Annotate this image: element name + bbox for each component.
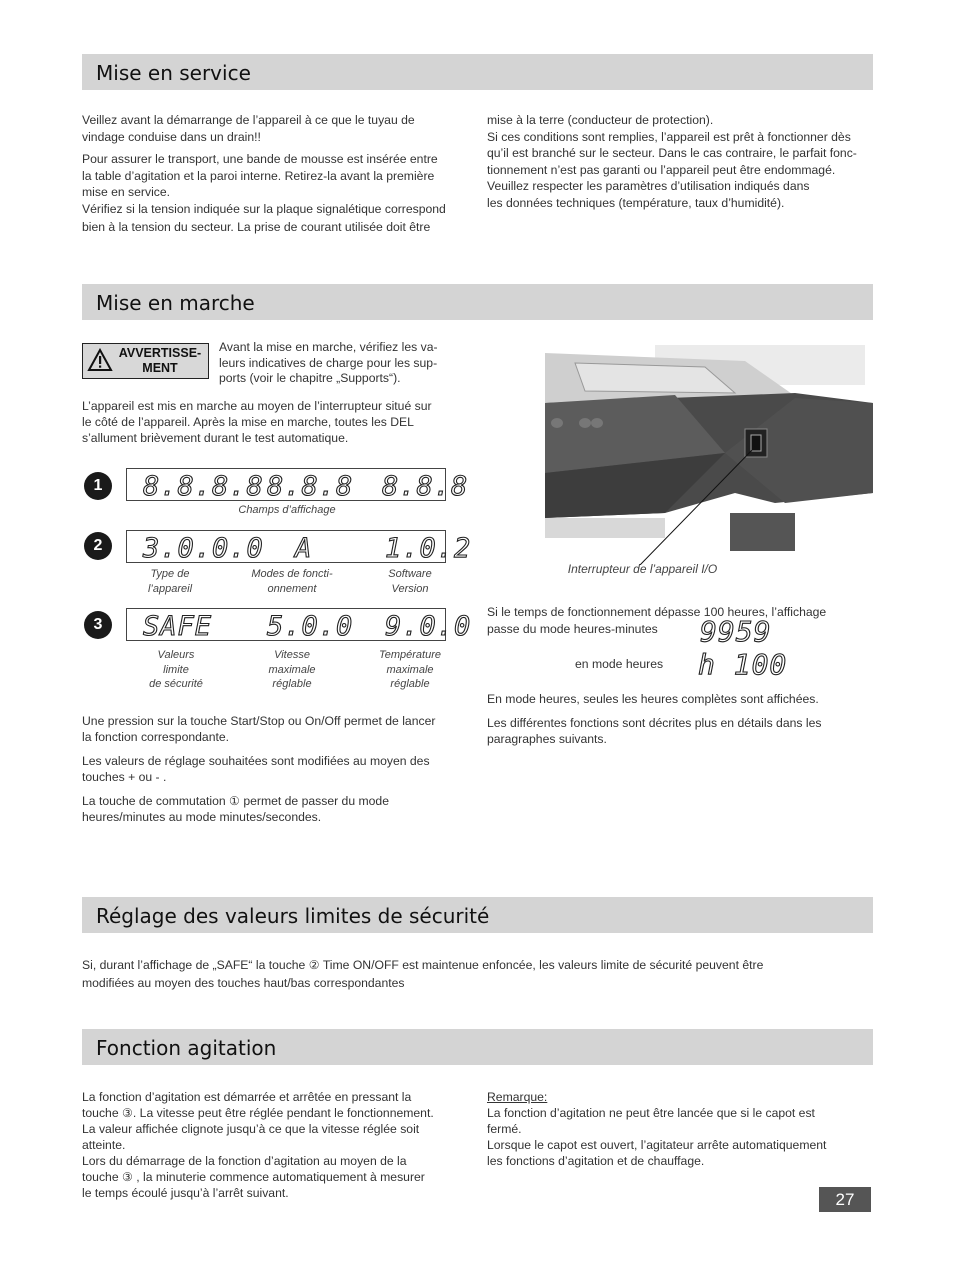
text-line: paragraphes suivants.: [487, 732, 607, 746]
caption-line: réglable: [272, 678, 312, 690]
display-panel-1: [126, 468, 469, 502]
caption-line: de sécurité: [149, 678, 203, 690]
text-line: Si, durant l’affichage de „SAFE“ la touche ② Time ON/OFF est maintenue enfoncée, les valeurs limite de sécurité peuvent être: [82, 958, 764, 972]
text-line: L’appareil est mis en marche au moyen de l’interrupteur situé sur: [82, 399, 432, 413]
text-line: mise en service.: [82, 185, 171, 199]
text-line: Pour assurer le transport, une bande de mousse est insérée entre: [82, 152, 438, 166]
section-title: Réglage des valeurs limites de sécurité: [96, 904, 490, 928]
hours-mode-label: en mode heures: [575, 657, 664, 671]
step-number-3: 3: [84, 611, 112, 639]
section-title: Mise en service: [96, 61, 251, 85]
text-line: tionnement n’est pas garanti ou l’appareil peut être endommagé.: [487, 162, 836, 177]
display-panel-3: [126, 608, 472, 642]
hours-display-2: h 100: [698, 648, 788, 681]
text-line: Lors du démarrage de la fonction d’agitation au moyen de la: [82, 1154, 407, 1168]
display-panel-2: [126, 530, 472, 564]
display-field: SAFE: [143, 611, 213, 642]
text-line: les données techniques (température, taux d’humidité).: [487, 195, 785, 210]
text-line: Si le temps de fonctionnement dépasse 100 heures, l’affichage: [487, 605, 827, 619]
hours-bottom-text: [487, 691, 867, 748]
warning-triangle-icon: [87, 348, 113, 372]
text-line: La valeur affichée clignote jusqu’à ce que la vitesse réglée soit: [82, 1122, 420, 1136]
caption: [126, 648, 226, 692]
device-photo: [545, 343, 873, 565]
display-field: 1.0.2: [385, 533, 472, 564]
text-line: le temps écoulé jusqu’à l’arrêt suivant.: [82, 1186, 289, 1200]
display-field: 3.0.0.0: [143, 533, 264, 564]
display-field: 9.0.0: [385, 611, 472, 642]
caption-line: Valeurs: [157, 649, 195, 661]
text-line: passe du mode heures-minutes: [487, 621, 658, 636]
section-header-agitation: [82, 1029, 873, 1065]
remark-heading: Remarque:: [487, 1090, 548, 1104]
text-line: Lorsque le capot est ouvert, l’agitateur arrête automatiquement: [487, 1138, 827, 1152]
marche-bottom-text: [82, 713, 477, 825]
agitation-left-text: [82, 1089, 477, 1201]
text-line: la fonction correspondante.: [82, 730, 230, 744]
agitation-right-text: [487, 1089, 872, 1169]
text-line: Avant la mise en marche, vérifiez les va-: [219, 340, 438, 354]
display-field: 5.0.0: [267, 611, 354, 642]
text-line: La fonction d’agitation est démarrée et arrêtée en pressant la: [82, 1090, 412, 1104]
caption: [120, 567, 220, 596]
caption: [242, 648, 342, 692]
caption-line: Modes de foncti-: [251, 568, 333, 580]
caption: Champs d’affichage: [238, 504, 336, 516]
service-right-text: [487, 112, 877, 211]
section-title: Mise en marche: [96, 291, 255, 315]
text-line: Une pression sur la touche Start/Stop ou On/Off permet de lancer: [82, 714, 436, 728]
section-header-reglage: [82, 897, 873, 933]
page-number: 27: [819, 1187, 871, 1212]
warning-label: MENT: [142, 360, 178, 375]
warning-text: [219, 340, 469, 387]
text-line: fermé.: [487, 1122, 522, 1136]
display-field: 8.8.8: [267, 471, 354, 502]
text-line: Veillez avant la démarrange de l’appareil à ce que le tuyau de: [82, 113, 415, 127]
caption-line: Software: [388, 568, 432, 580]
text-line: mise à la terre (conducteur de protection).: [487, 113, 714, 127]
step-number-2: 2: [84, 532, 112, 560]
caption-line: onnement: [267, 582, 317, 595]
hours-display-1: 9959: [700, 615, 772, 648]
caption-line: limite: [163, 663, 189, 676]
section-header-mise-en-marche: [82, 284, 873, 320]
text-line: leurs indicatives de charge pour les sup-: [219, 355, 438, 370]
text-line: Veuillez respecter les paramètres d’utilisation indiqués dans: [487, 179, 810, 193]
caption-line: maximale: [386, 663, 434, 676]
caption-line: Vitesse: [274, 649, 310, 661]
text-line: Vérifiez si la tension indiquée sur la plaque signalétique correspond: [82, 201, 446, 216]
text-line: Les valeurs de réglage souhaitées sont modifiées au moyen des: [82, 754, 430, 768]
text-line: La fonction d’agitation ne peut être lancée que si le capot est: [487, 1106, 815, 1120]
caption-line: Température: [379, 649, 441, 661]
display-field: A: [295, 533, 313, 564]
section-header-mise-en-service: [82, 54, 873, 90]
section-title: Fonction agitation: [96, 1036, 277, 1060]
switch-caption: Interrupteur de l’appareil I/O: [567, 562, 718, 576]
warning-badge: [82, 343, 209, 379]
caption-line: maximale: [268, 663, 316, 676]
caption: [360, 567, 460, 596]
text-line: heures/minutes au mode minutes/secondes.: [82, 810, 322, 824]
service-left-text: [82, 112, 477, 236]
caption-line: Type de: [150, 568, 190, 580]
text-line: vindage conduise dans un drain!!: [82, 129, 261, 144]
caption-line: l’appareil: [147, 582, 193, 595]
display-field: 8.8.8: [382, 471, 469, 502]
text-line: bien à la tension du secteur. La prise de courant utilisée doit être: [82, 220, 431, 234]
caption: [356, 648, 464, 692]
text-line: ports (voir le chapitre „Supports“).: [219, 371, 401, 385]
securite-text: [82, 957, 872, 992]
step-number-1: 1: [84, 472, 112, 500]
warning-label: AVVERTISSE-: [118, 346, 202, 360]
text-line: qu’il est branché sur le secteur. Dans le cas contraire, le parfait fonc-: [487, 146, 857, 160]
text-line: En mode heures, seules les heures complètes sont affichées.: [487, 692, 819, 706]
text-line: modifiées au moyen des touches haut/bas correspondantes: [82, 975, 405, 990]
text-line: s’allument brièvement durant le test automatique.: [82, 431, 349, 445]
text-line: le côté de l’appareil. Après la mise en marche, toutes les DEL: [82, 415, 414, 429]
display-field: 8.8.8.8: [143, 471, 264, 502]
text-line: Les différentes fonctions sont décrites plus en détails dans les: [487, 715, 822, 730]
text-line: La touche de commutation ① permet de passer du mode: [82, 794, 389, 808]
caption-line: réglable: [390, 678, 430, 690]
text-line: atteinte.: [82, 1138, 126, 1152]
text-line: Si ces conditions sont remplies, l’appareil est prêt à fonctionner dès: [487, 129, 851, 144]
text-line: touche ③. La vitesse peut être réglée pendant le fonctionnement.: [82, 1106, 434, 1120]
text-line: les fonctions d’agitation et de chauffage.: [487, 1154, 705, 1168]
text-line: touches + ou - .: [82, 770, 167, 784]
text-line: touche ③ , la minuterie commence automatiquement à mesurer: [82, 1170, 425, 1184]
text-line: la table d’agitation et la paroi interne. Retirez-la avant la première: [82, 168, 435, 183]
hours-text: [487, 604, 867, 637]
marche-intro: [82, 398, 477, 446]
caption: [236, 567, 348, 596]
caption-line: Version: [391, 582, 429, 595]
